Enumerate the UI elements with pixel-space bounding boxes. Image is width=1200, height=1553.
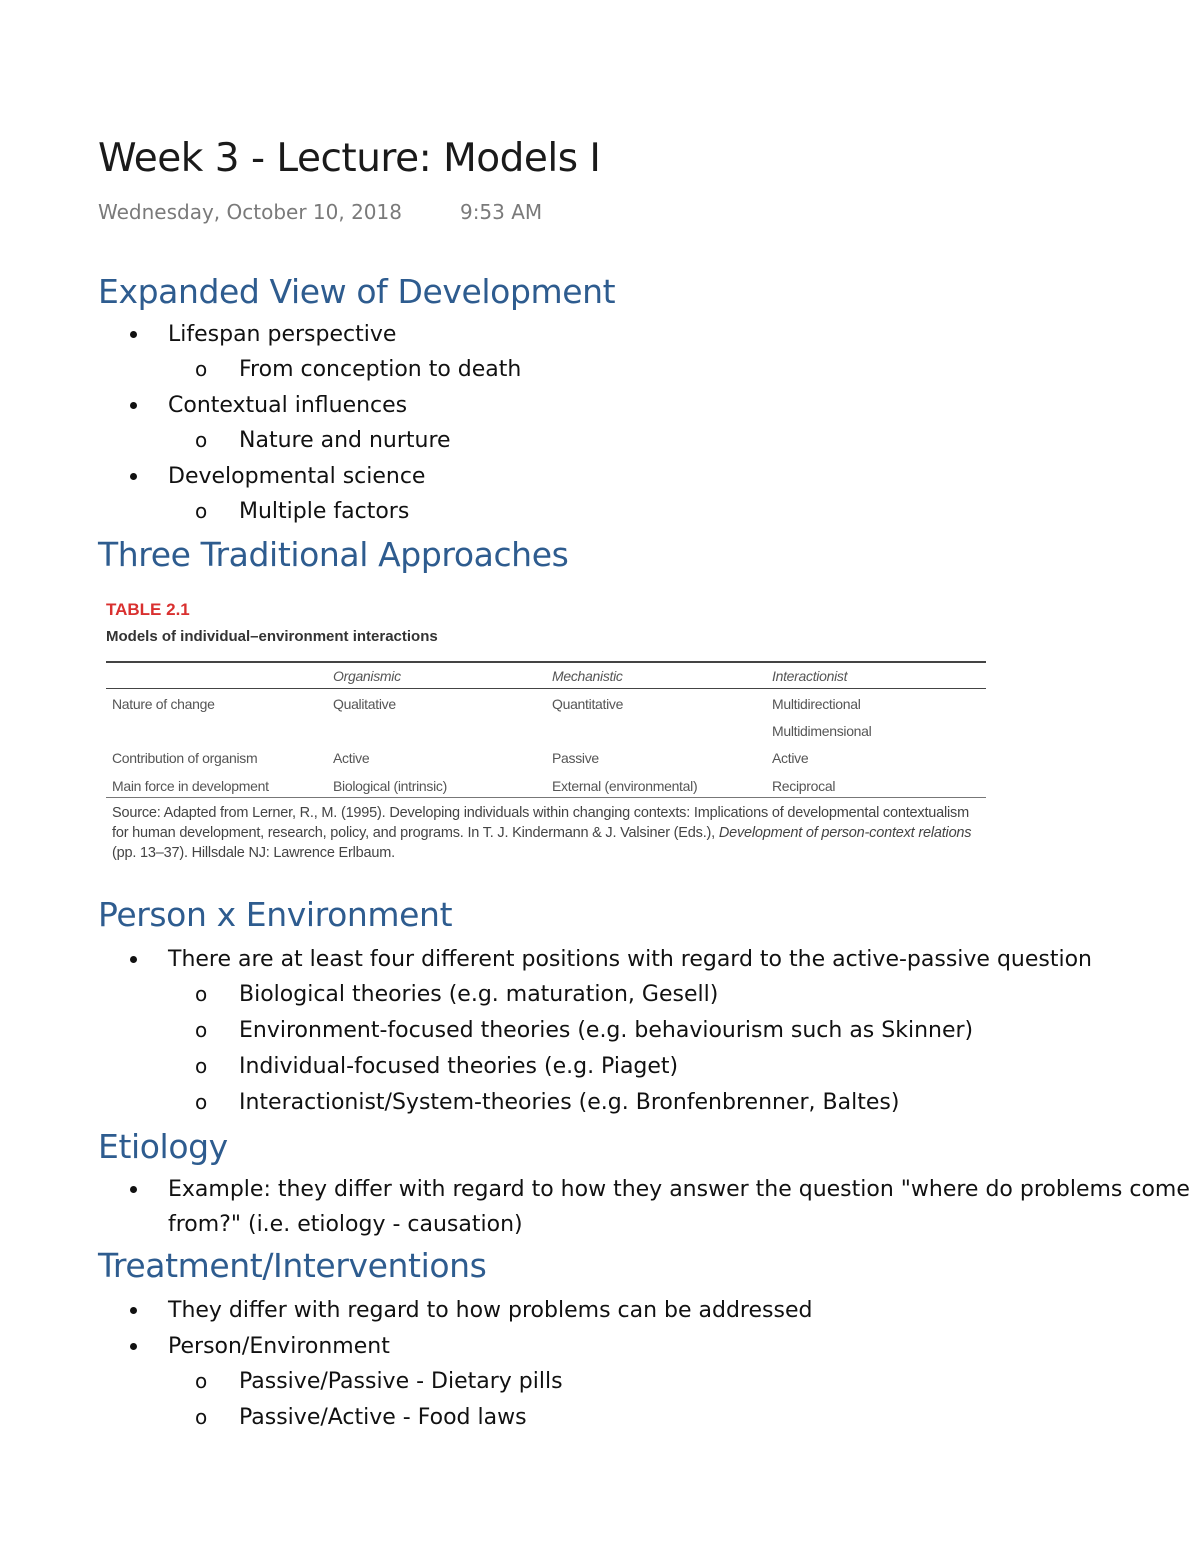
heading-person-environment: Person x Environment — [98, 895, 453, 934]
bullet-text: Contextual influences — [168, 393, 408, 418]
sub-bullet-icon: o — [195, 1054, 208, 1078]
sub-bullet-text: Passive/Active - Food laws — [239, 1405, 527, 1430]
bullet-text: They differ with regard to how problems can be addressed — [168, 1298, 813, 1323]
bullet-icon — [130, 956, 137, 963]
sub-bullet-item — [195, 1400, 527, 1435]
table-rule-top — [106, 661, 986, 663]
sub-bullet-icon: o — [195, 357, 208, 381]
bullet-item — [168, 388, 407, 423]
sub-bullet-item — [195, 1049, 679, 1084]
table-column-header: Organismic — [333, 668, 401, 684]
sub-bullet-icon: o — [195, 1090, 208, 1114]
bullet-text: There are at least four different positions with regard to the active-passive question — [168, 947, 1092, 972]
table-title: Models of individual–environment interactions — [106, 628, 438, 645]
sub-bullet-text: Environment-focused theories (e.g. behaviourism such as Skinner) — [239, 1018, 974, 1043]
bullet-icon — [130, 1307, 137, 1314]
bullet-text: Example: they differ with regard to how they answer the question "where do problems come from?" (i.e. etiology - causation) — [168, 1177, 1190, 1237]
note-date: Wednesday, October 10, 2018 — [98, 200, 402, 224]
heading-treatment-interventions: Treatment/Interventions — [98, 1246, 487, 1285]
sub-bullet-item — [195, 352, 522, 387]
table-column-header: Interactionist — [772, 668, 848, 684]
page-title: Week 3 - Lecture: Models I — [98, 136, 601, 181]
bullet-item — [168, 1172, 1198, 1242]
sub-bullet-text: Interactionist/System-theories (e.g. Bronfenbrenner, Baltes) — [239, 1090, 900, 1115]
sub-bullet-text: Multiple factors — [239, 499, 410, 524]
sub-bullet-item — [195, 1013, 974, 1048]
source-text-end: (pp. 13–37). Hillsdale NJ: Lawrence Erlbaum. — [112, 845, 395, 861]
table-label: TABLE 2.1 — [106, 600, 190, 619]
sub-bullet-item — [195, 977, 719, 1012]
table-cell: Qualitative — [333, 696, 396, 712]
bullet-text: Person/Environment — [168, 1334, 390, 1359]
sub-bullet-item — [195, 1085, 900, 1120]
sub-bullet-text: Nature and nurture — [239, 428, 451, 453]
bullet-item — [168, 317, 396, 352]
sub-bullet-item — [195, 494, 410, 529]
bullet-icon — [130, 1343, 137, 1350]
table-cell: Quantitative — [552, 696, 624, 712]
heading-etiology: Etiology — [98, 1127, 228, 1166]
bullet-item — [168, 1293, 812, 1328]
bullet-icon — [130, 1186, 137, 1193]
table-rule-header — [106, 688, 986, 689]
bullet-icon — [130, 473, 137, 480]
note-timestamp — [98, 200, 542, 224]
table-cell: Active — [333, 750, 370, 766]
heading-expanded-view: Expanded View of Development — [98, 272, 616, 311]
sub-bullet-text: Passive/Passive - Dietary pills — [239, 1369, 563, 1394]
table-cell: Biological (intrinsic) — [333, 778, 447, 794]
sub-bullet-icon: o — [195, 1018, 208, 1042]
source-book-title: Development of person-context relations — [718, 825, 972, 841]
table-row-label: Contribution of organism — [112, 750, 258, 766]
bullet-item — [168, 459, 425, 494]
table-figure — [106, 598, 991, 868]
table-cell: Multidirectional — [772, 696, 861, 712]
table-row-label: Nature of change — [112, 696, 215, 712]
sub-bullet-text: Biological theories (e.g. maturation, Gesell) — [239, 982, 719, 1007]
bullet-item — [168, 1329, 390, 1364]
table-column-header: Mechanistic — [552, 668, 623, 684]
sub-bullet-item — [195, 1364, 563, 1399]
table-row-label: Main force in development — [112, 778, 269, 794]
sub-bullet-text: Individual-focused theories (e.g. Piaget) — [239, 1054, 679, 1079]
heading-traditional-approaches: Three Traditional Approaches — [98, 535, 569, 574]
note-time: 9:53 AM — [459, 200, 543, 224]
bullet-text: Developmental science — [168, 464, 426, 489]
table-cell: Passive — [552, 750, 599, 766]
sub-bullet-icon: o — [195, 1369, 208, 1393]
bullet-icon — [130, 331, 137, 338]
table-cell: Active — [772, 750, 809, 766]
sub-bullet-icon: o — [195, 428, 208, 452]
sub-bullet-item — [195, 423, 451, 458]
table-cell: Multidimensional — [772, 723, 872, 739]
source-text: Source: Adapted from Lerner, R., M. (1995). Developing individuals within changing contexts: Implications of developmental contextualism for human development, research, policy, and programs. In T. J. Kindermann & J. Valsiner (Eds.), — [112, 805, 969, 841]
sub-bullet-icon: o — [195, 982, 208, 1006]
table-rule-bottom — [106, 797, 986, 798]
bullet-icon — [130, 402, 137, 409]
sub-bullet-icon: o — [195, 1405, 208, 1429]
bullet-item — [168, 942, 1092, 977]
sub-bullet-text: From conception to death — [239, 357, 522, 382]
bullet-text: Lifespan perspective — [168, 322, 397, 347]
table-cell: External (environmental) — [552, 778, 698, 794]
sub-bullet-icon: o — [195, 499, 208, 523]
table-source-note — [112, 803, 982, 863]
table-cell: Reciprocal — [772, 778, 836, 794]
